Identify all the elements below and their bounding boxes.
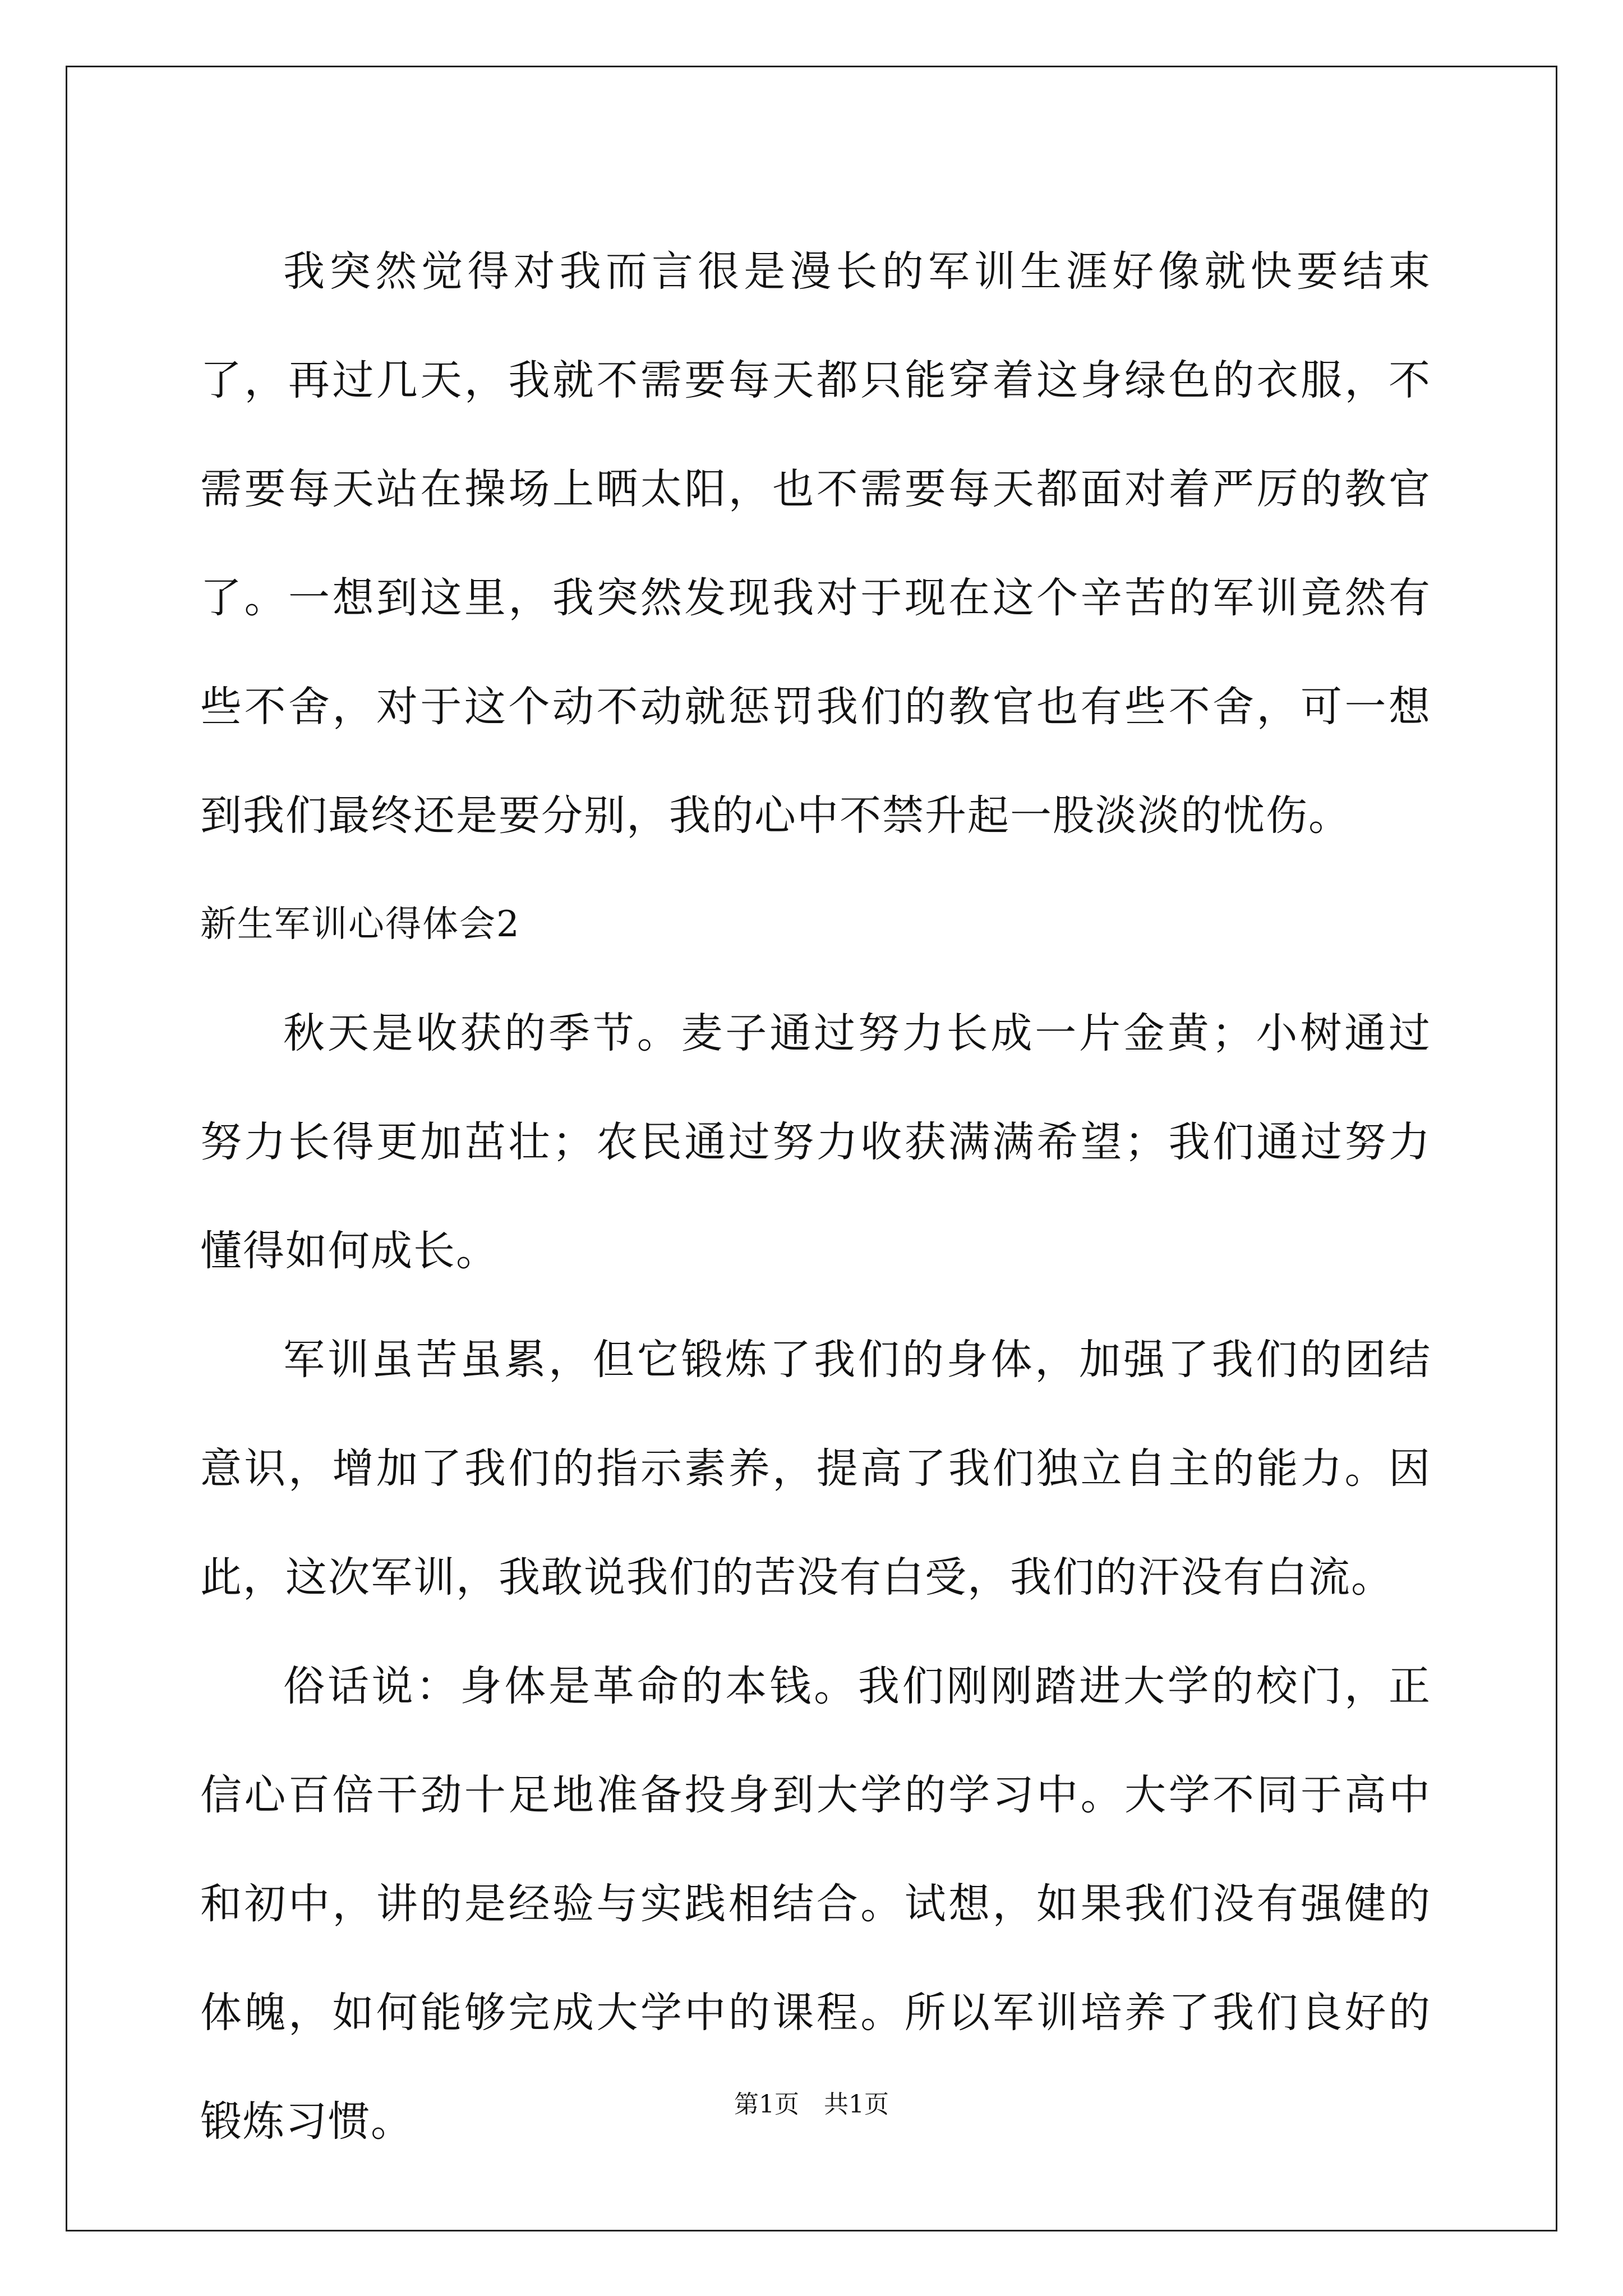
paragraph: 我突然觉得对我而言很是漫长的军训生涯好像就快要结束了，再过几天，我就不需要每天都只能穿着这身绿色的衣服，不需要每天站在操场上晒太阳，也不需要每天都面对着严厉的教官了。一想到这里，我突然发现我对于现在这个辛苦的军训竟然有些不舍，对于这个动不动就惩罚我们的教官也有些不舍，可一想到我们最终还是要分别，我的心中不禁升起一股淡淡的忧伤。 bbox=[200, 247, 1431, 840]
section-heading: 新生军训心得体会2 bbox=[200, 904, 520, 945]
paragraph: 军训虽苦虽累，但它锻炼了我们的身体，加强了我们的团结意识，增加了我们的指示素养，提高了我们独立自主的能力。因此，这次军训，我敢说我们的苦没有白受，我们的汗没有白流。 bbox=[200, 1336, 1431, 1602]
paragraph: 俗话说：身体是革命的本钱。我们刚刚踏进大学的校门，正信心百倍干劲十足地准备投身到大学的学习中。大学不同于高中和初中，讲的是经验与实践相结合。试想，如果我们没有强健的体魄，如何能够完成大学中的课程。所以军训培养了我们良好的锻炼习惯。 bbox=[200, 1662, 1431, 2146]
page-total: 共1页 bbox=[824, 2090, 889, 2119]
page-number: 第1页 bbox=[734, 2090, 799, 2119]
document-body bbox=[200, 217, 1431, 2176]
paragraph: 秋天是收获的季节。麦子通过努力长成一片金黄；小树通过努力长得更加茁壮；农民通过努力收获满满希望；我们通过努力懂得如何成长。 bbox=[200, 1009, 1431, 1275]
page-footer bbox=[0, 2088, 1623, 2122]
